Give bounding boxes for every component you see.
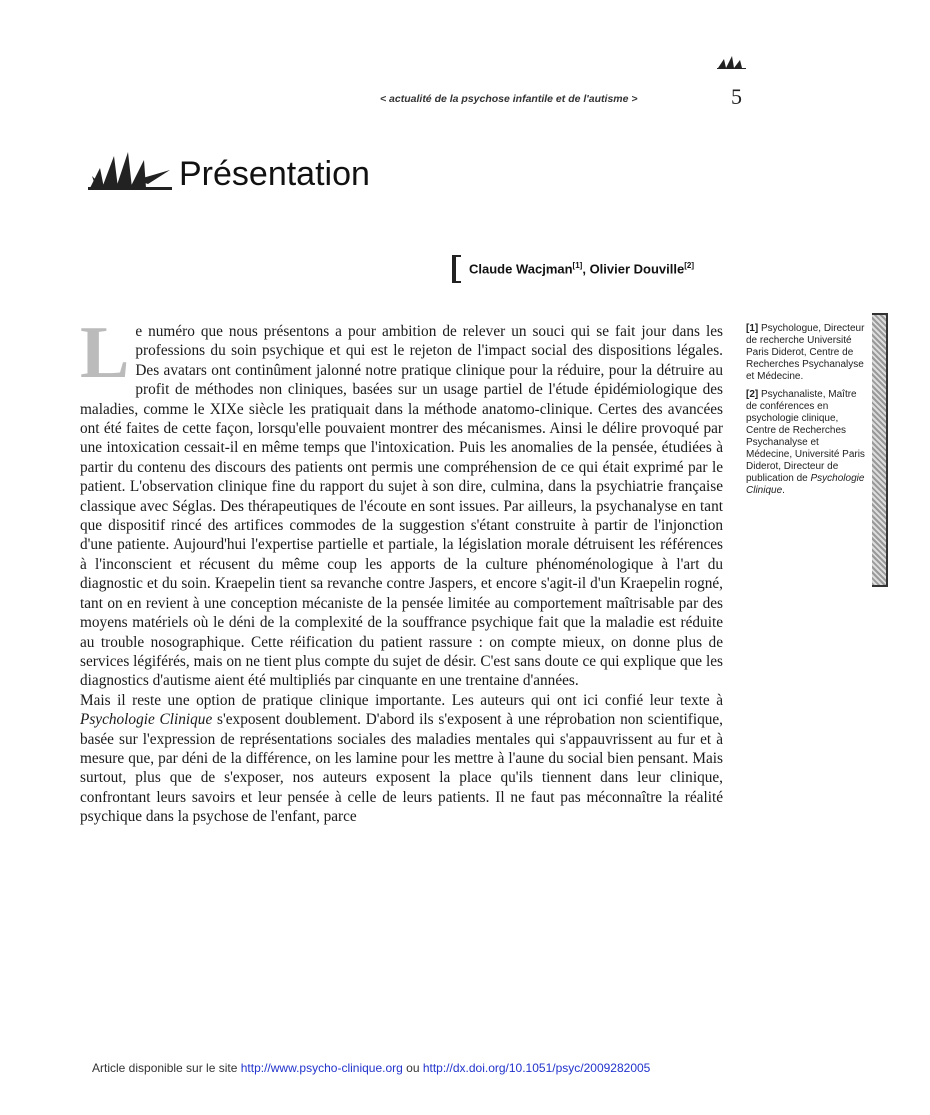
footnote-ref: [1]	[572, 261, 583, 271]
note-text: Psychologue, Directeur de recherche Université Paris Diderot, Centre de Recherches Psychanalyse et Médecine.	[746, 323, 865, 382]
author-name: Claude Wacjman	[469, 261, 573, 277]
footnote-ref: [2]	[684, 261, 694, 271]
note-text: .	[782, 485, 785, 496]
journal-title: Psychologie Clinique	[746, 473, 865, 496]
journal-title: Psychologie Clinique	[80, 711, 213, 729]
footer-text: Article disponible sur le site	[92, 1061, 241, 1075]
page-title: Présentation	[179, 155, 370, 193]
paragraph	[80, 312, 723, 691]
decorative-bar	[872, 313, 888, 587]
drop-cap: L	[80, 312, 130, 394]
doi-link[interactable]: http://dx.doi.org/10.1051/psyc/2009282005	[422, 1061, 651, 1075]
footer	[92, 1061, 650, 1075]
bracket-icon	[452, 255, 461, 283]
site-link[interactable]: http://www.psycho-clinique.org	[240, 1061, 403, 1075]
note-label: [1]	[746, 323, 759, 334]
page-number: 5	[731, 84, 742, 109]
paragraph-text: s'exposent doublement. D'abord ils s'exposent à une réprobation non scientifique, basée sur l'expression de représentations sociales des maladies mentales qui s'appauvrissent au fur et à mesure que, par déni de la différence, on les lamine pour les mettre à l'aune du social bien pensant. Mais surtout, plus que de s'exposer, nos auteurs exposent la place qu'ils tiennent dans leur clinique, confrontant leurs savoirs et leur pensée à celle de leurs patients. Il ne faut pas méconnaître la réalité psychique dans la psychose de l'enfant, parce	[80, 711, 723, 826]
leaf-ornament-icon	[716, 55, 748, 69]
note-item	[746, 323, 866, 383]
paragraph	[80, 691, 723, 827]
article-body	[80, 312, 723, 827]
authors: Claude Wacjman[1], Olivier Douville[2]	[469, 261, 694, 277]
running-header: < actualité de la psychose infantile et de l'autisme >	[380, 93, 638, 105]
footer-text: ou	[402, 1061, 423, 1075]
paragraph-text: e numéro que nous présentons a pour ambition de relever un souci qui se fait jour dans les professions du soin psychique et qui est le rejeton de l'impact social des dispositions légales. Des avatars ont continûment jalonné notre pratique clinique pour la réduire, pour la détruire au profit de méthodes non cliniques, basées sur un usage partiel de l'étude épidémiologique des maladies, comme le XIXe siècle les pratiquait dans la méthode anatomo-clinique. Certes des avancées ont été faites de cette façon, lorsqu'elle pouvaient montrer des mécanismes. Ainsi le délire provoqué par une intoxication cessait-il en même temps que l'intoxication. Puis les anomalies de la pensée, étudiées à partir du contenu des discours des patients ont permis une compréhension de ce qui était exprimé par le patient. L'observation clinique fine du rapport du sujet à son dire, culmina, dans la psychiatrie française classique avec Séglas. Des thérapeutiques de l'écoute en sont issues. Par ailleurs, la psychanalyse en tant que dispositif rincé des artifices commodes de la suggestion s'étant construite à partir de l'injonction d'une patiente. Aujourd'hui l'expertise partielle et partiale, la législation morale détruisent les références à l'inconscient et récusent du même coup les apports de la culture phénoménologique à l'art du diagnostic et du soin. Kraepelin tient sa revanche contre Jaspers, et encore s'agit-il d'un Kraepelin rogné, tant on en revient à une conception mécaniste de la pensée limitée au comportement maîtrisable par des moyens matériels où le déni de la complexité de la souffrance psychique fait que la maladie est réduite au trouble nosographique. Cette réification du patient rassure : on compte mieux, on donne plus de services légiférés, mais on ne tient plus compte du sujet de désir. C'est sans doute ce qui explique que les diagnostics d'autisme aient été multipliés par cinquante en une trentaine d'années.	[80, 323, 723, 690]
note-label: [2]	[746, 389, 759, 400]
author-line	[452, 255, 694, 283]
leaf-ornament-icon	[88, 150, 172, 190]
side-notes	[746, 323, 866, 503]
note-text: Psychanaliste, Maître de conférences en psychologie clinique, Centre de Recherches Psychanalyse et Médecine, Université Paris Diderot, Directeur de publication de	[746, 389, 865, 484]
note-item	[746, 389, 866, 497]
paragraph-text: Mais il reste une option de pratique clinique importante. Les auteurs qui ont ici confié leur texte à	[80, 691, 723, 709]
author-name: Olivier Douville	[589, 261, 685, 277]
